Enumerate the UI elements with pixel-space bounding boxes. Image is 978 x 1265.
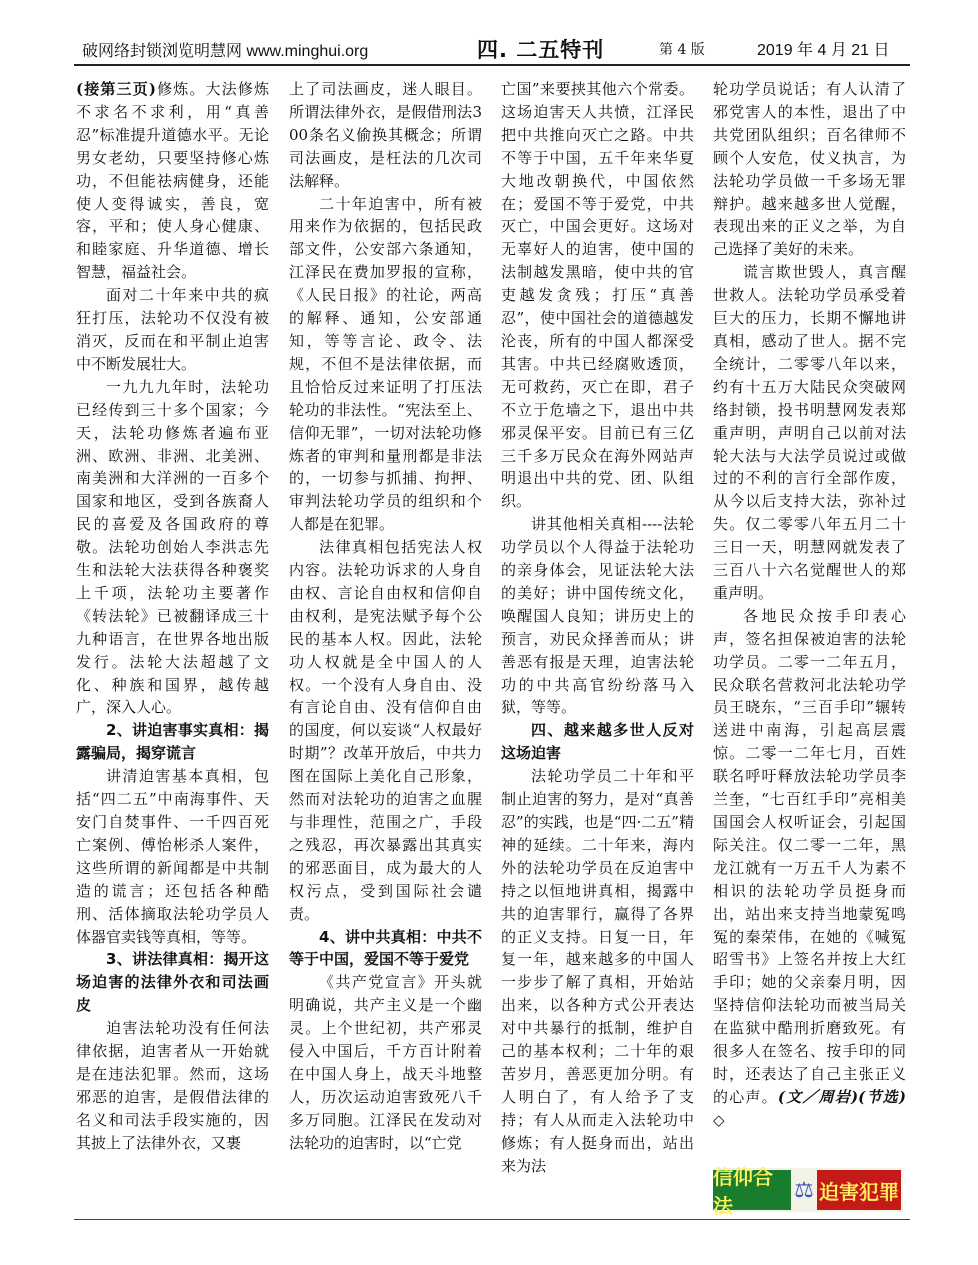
column-3 bbox=[501, 78, 694, 1178]
page-number: 第 4 版 bbox=[659, 42, 705, 58]
paragraph: 迫害法轮功没有任何法律依据，迫害者从一开始就是在违法犯罪。然而，这场邪恶的迫害，是假借法律的名义和司法手段实施的，因其披上了法律外衣，又裹 bbox=[76, 1019, 269, 1152]
paragraph: 谎言欺世毁人，真言醒世救人。法轮功学员承受着巨大的压力，长期不懈地讲真相，感动了世人。据不完全统计，二零零八年以来，约有十五万大陆民众突破网络封锁，投书明慧网发表郑重声明，声明自己以前对法轮大法与大法学员说过或做过的不利的言行全部作废，从今以后支持大法，弥补过失。仅二零零八年五月二十三日一天，明慧网就发表了三百八十六名觉醒世人的郑重声明。 bbox=[713, 263, 906, 602]
section-heading: 4、讲中共真相：中共不等于中国，爱国不等于爱党 bbox=[289, 927, 482, 969]
paragraph: 面对二十年来中共的疯狂打压，法轮功不仅没有被消灭，反而在和平制止迫害中不断发展壮大。 bbox=[76, 286, 269, 373]
author-credit: (文／周岩)(节选) bbox=[777, 1087, 906, 1106]
section-heading: 3、讲法律真相：揭开这场迫害的法律外衣和司法画皮 bbox=[76, 950, 269, 1015]
footer-rule bbox=[74, 1219, 910, 1220]
paragraph: (接第三页)修炼。大法修炼不求名不求利，用“真善忍”标准提升道德水平。无论男女老幼，只要坚持修心炼功，不但能祛病健身，还能使人变得诚实，善良，宽容，平和；使人身心健康、和睦家庭、升华道德、增长智慧，福益社会。 bbox=[76, 80, 269, 282]
logo-left-text: 信仰合法 bbox=[713, 1170, 791, 1210]
issue-title: 四. 二五特刊 bbox=[477, 38, 605, 62]
site-banner: 破网络封锁浏览明慧网 www.minghui.org bbox=[82, 43, 369, 60]
paragraph: 《共产党宣言》开头就明确说，共产主义是一个幽灵。上个世纪初，共产邪灵侵入中国后，千方百计附着在中国人身上，战天斗地整人，历次运动迫害致死八千多万同胞。江泽民在发动对法轮功的迫害时，以“亡党 bbox=[289, 973, 482, 1152]
continuation-marker: (接第三页) bbox=[76, 80, 156, 98]
issue-date: 2019 年 4 月 21 日 bbox=[757, 42, 890, 59]
column-1 bbox=[76, 78, 269, 1155]
paragraph: 讲其他相关真相----法轮功学员以个人得益于法轮功的亲身体会，见证法轮大法的美好；讲中国传统文化，唤醒国人良知；讲历史上的预言，劝民众择善而从；讲善恶有报是天理，迫害法轮功的中共高官纷纷落马入狱，等等。 bbox=[501, 515, 694, 717]
header-rule bbox=[74, 64, 910, 66]
section-heading: 2、讲迫害事实真相：揭露骗局，揭穿谎言 bbox=[76, 721, 269, 763]
section-heading: 四、越来越多世人反对这场迫害 bbox=[501, 721, 694, 763]
paragraph: 轮功学员说话；有人认清了邪党害人的本性，退出了中共党团队组织；百名律师不顾个人安危，仗义执言，为法轮功学员做一千多场无罪辩护。越来越多世人觉醒，表现出来的正义之举，为自己选择了美好的未来。 bbox=[713, 80, 906, 259]
paragraph: 二十年迫害中，所有被用来作为依据的，包括民政部文件，公安部六条通知，江泽民在费加罗报的宣称，《人民日报》的社论，两高的解释、通知，公安部通知，等等言论、政令、法规，不但不是法律依据，而且恰恰反过来证明了打压法轮功的非法性。“宪法至上、信仰无罪”，一切对法轮功修炼者的审判和量刑都是非法的，一切参与抓捕、拘押、审判法轮功学员的组织和个人都是在犯罪。 bbox=[289, 194, 482, 534]
logo-right-text: 迫害犯罪 bbox=[817, 1170, 901, 1210]
slogan-logo bbox=[713, 1165, 903, 1218]
column-4 bbox=[713, 78, 906, 1132]
paragraph: 各地民众按手印表心声，签名担保被迫害的法轮功学员。二零一二年五月，民众联名营救河北法轮功学员王晓东，“三百手印”辗转送进中南海，引起高层震惊。二零一二年七月，百姓联名呼吁释放法轮功学员李兰奎，“七百红手印”亮相美国国会人权听证会，引起国际关注。仅二零一二年，黑龙江就有一万五千人为素不相识的法轮功学员挺身而出，站出来支持当地蒙冤鸣冤的秦荣伟，在她的《喊冤昭雪书》上签名并按上大红手印；她的父亲秦月明，因坚持信仰法轮功而被当局关在监狱中酷刑折磨致死。有很多人在签名、按手印的同时，还表达了自己主张正义的心声。(文／周岩)(节选) ◇ bbox=[713, 606, 906, 1129]
paragraph: 上了司法画皮，迷人眼目。所谓法律外衣，是假借刑法300条名义偷换其概念；所谓司法画皮，是枉法的几次司法解释。 bbox=[289, 80, 482, 190]
justice-statue-icon: ⚖ bbox=[794, 1177, 814, 1203]
column-2 bbox=[289, 78, 482, 1155]
paragraph: 亡国”来要挟其他六个常委。这场迫害天人共愤，江泽民把中共推向灭亡之路。中共不等于中国，五千年来华夏大地改朝换代，中国依然在；爱国不等于爱党，中共灭亡，中国会更好。这场对无辜好人的迫害，使中国的法制越发黑暗，使中共的官吏越发贪残；打压“真善忍”，使中国社会的道德越发沦丧，所有的中国人都深受其害。中共已经腐败透顶，无可救药，灭亡在即，君子不立于危墙之下，退出中共邪灵保平安。目前已有三亿三千多万民众在海外网站声明退出中共的党、团、队组织。 bbox=[501, 80, 694, 511]
paragraph: 法轮功学员二十年和平制止迫害的努力，是对“真善忍”的实践，也是“四·二五”精神的延续。二十年来，海内外的法轮功学员在反迫害中持之以恒地讲真相，揭露中共的迫害罪行，赢得了各界的正义支持。日复一日，年复一年，越来越多的中国人一步步了解了真相，开始站出来，以各种方式公开表达对中共暴行的抵制，维护自己的基本权利；二十年的艰苦岁月，善恶更加分明。有人明白了，有人给予了支持；有人从而走入法轮功中修炼；有人挺身而出，站出来为法 bbox=[501, 767, 694, 1175]
page-header bbox=[72, 34, 912, 64]
paragraph: 法律真相包括宪法人权内容。法轮功诉求的人身自由权、言论自由权和信仰自由权利，是宪法赋予每个公民的基本人权。因此，法轮功人权就是全中国人的人权。一个没有人身自由、没有言论自由、没有信仰自由的国度，何以妄谈“人权最好时期”？改革开放后，中共力图在国际上美化自己形象，然而对法轮功的迫害之血腥与非理性，范围之广，手段之残忍，再次暴露出其真实的邪恶面目，成为最大的人权污点，受到国际社会谴责。 bbox=[289, 538, 482, 923]
paragraph: 讲清迫害基本真相，包括“四二五”中南海事件、天安门自焚事件、一千四百死亡案例、傅怡彬杀人案件，这些所谓的新闻都是中共制造的谎言；还包括各种酷刑、活体摘取法轮功学员人体器官卖钱等真相，等等。 bbox=[76, 767, 269, 946]
end-mark: ◇ bbox=[713, 1110, 725, 1129]
paragraph: 一九九九年时，法轮功已经传到三十多个国家；今天，法轮功修炼者遍布亚洲、欧洲、非洲、北美洲、南美洲和大洋洲的一百多个国家和地区，受到各族裔人民的喜爱及各国政府的尊敬。法轮功创始人李洪志先生和法轮大法获得各种褒奖上千项，法轮功主要著作《转法轮》已被翻译成三十九种语言，在世界各地出版发行。法轮大法超越了文化、种族和国界，越传越广，深入人心。 bbox=[76, 377, 269, 717]
